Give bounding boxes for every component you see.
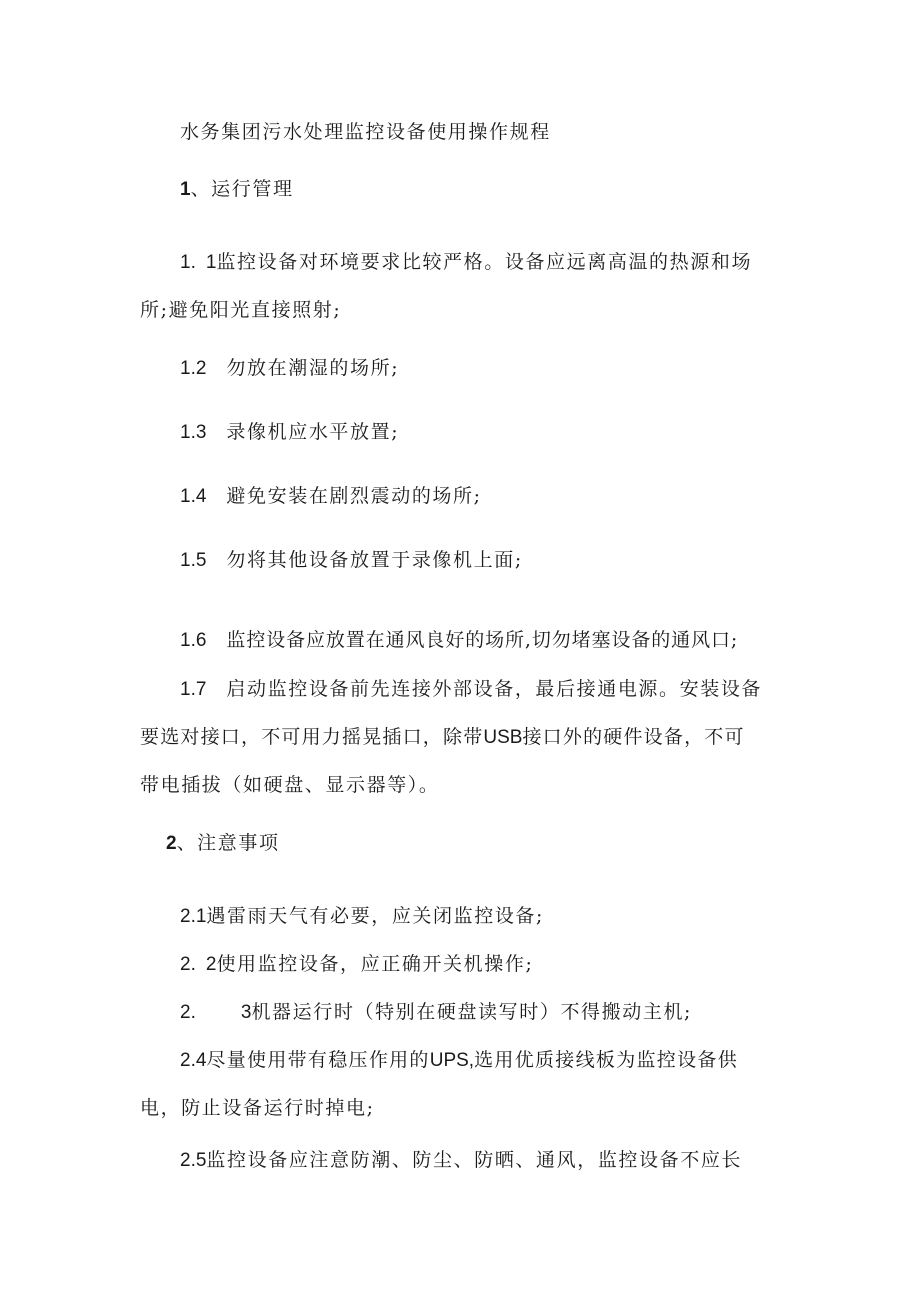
document-title-text: 水务集团污水处理监控设备使用操作规程	[180, 121, 551, 143]
item-1-4	[180, 484, 482, 509]
item-2-3-number: 2.	[180, 1002, 196, 1023]
item-1-7-text-1: 启动监控设备前先连接外部设备，最后接通电源。安装设备	[226, 678, 763, 700]
item-1-7-text-2a: 要选对接口，不可用力摇晃插口，除带	[140, 726, 484, 748]
item-2-4-line-1	[180, 1048, 738, 1073]
section-2-heading-text: 、注意事项	[176, 832, 280, 854]
item-1-5	[180, 548, 523, 573]
item-2-4-line-2	[140, 1096, 375, 1120]
item-1-2	[180, 356, 399, 381]
item-2-5	[180, 1148, 742, 1173]
item-1-7-line-3	[140, 773, 440, 797]
section-2-number: 2	[166, 833, 177, 854]
item-1-6-number: 1.6	[180, 630, 207, 651]
item-2-2-text: 使用监控设备，应正确开关机操作;	[216, 953, 534, 975]
item-1-7-text-2b: 接口外的硬件设备，不可	[522, 726, 745, 748]
item-2-4-number: 2.4	[180, 1050, 207, 1071]
item-1-1-number: 1.	[180, 252, 196, 273]
section-1-heading-text: 、运行管理	[190, 178, 294, 200]
item-2-3-number-2: 3	[240, 1002, 252, 1023]
item-2-4-text-1a: 尽量使用带有稳压作用的	[206, 1049, 430, 1071]
item-1-1-line-2	[140, 298, 341, 322]
item-1-2-text: 勿放在潮湿的场所;	[226, 357, 400, 379]
item-2-1-text: 遇雷雨天气有必要，应关闭监控设备;	[206, 905, 545, 927]
item-2-3-text: 机器运行时（特别在硬盘读写时）不得搬动主机;	[251, 1001, 693, 1023]
section-1-heading	[180, 177, 294, 202]
document-title	[180, 120, 551, 144]
item-1-3-text: 录像机应水平放置;	[226, 421, 400, 443]
item-1-5-text: 勿将其他设备放置于录像机上面;	[226, 549, 523, 571]
item-2-4-text-1b: 选用优质接线板为监控设备供	[474, 1049, 738, 1071]
item-1-7-line-2	[140, 725, 745, 750]
item-1-4-text: 避免安装在剧烈震动的场所;	[226, 485, 482, 507]
item-1-4-number: 1.4	[180, 486, 207, 507]
item-1-7-text-3: 带电插拔（如硬盘、显示器等）。	[140, 774, 440, 796]
item-1-6-text: 监控设备应放置在通风良好的场所,切勿堵塞设备的通风口;	[226, 629, 739, 651]
item-1-2-number: 1.2	[180, 358, 207, 379]
item-1-7-number: 1.7	[180, 679, 207, 700]
item-2-4-ups: UPS,	[429, 1050, 475, 1071]
item-1-3-number: 1.3	[180, 422, 207, 443]
item-2-5-text: 监控设备应注意防潮、防尘、防晒、通风，监控设备不应长	[206, 1149, 743, 1171]
item-1-1-text-1: 监控设备对环境要求比较严格。设备应远离高温的热源和场	[216, 251, 753, 273]
item-1-1-number-2: 1	[205, 252, 217, 273]
item-1-3	[180, 420, 399, 445]
item-2-4-text-2: 电，防止设备运行时掉电;	[140, 1097, 375, 1119]
item-2-5-number: 2.5	[180, 1150, 207, 1171]
item-1-5-number: 1.5	[180, 550, 207, 571]
item-1-7-line-1	[180, 677, 762, 702]
item-1-6	[180, 628, 738, 653]
item-2-2	[180, 952, 533, 977]
item-1-1-line-1	[180, 250, 752, 275]
item-2-1	[180, 904, 544, 929]
section-2-heading	[166, 831, 280, 856]
item-2-2-number-2: 2	[205, 954, 217, 975]
item-2-1-number: 2.1	[180, 906, 207, 927]
item-2-3	[180, 1000, 692, 1025]
item-2-2-number: 2.	[180, 954, 196, 975]
item-1-7-usb: USB	[483, 727, 523, 748]
section-1-number: 1	[180, 179, 191, 200]
item-1-1-text-2: 所;避免阳光直接照射;	[140, 299, 342, 321]
